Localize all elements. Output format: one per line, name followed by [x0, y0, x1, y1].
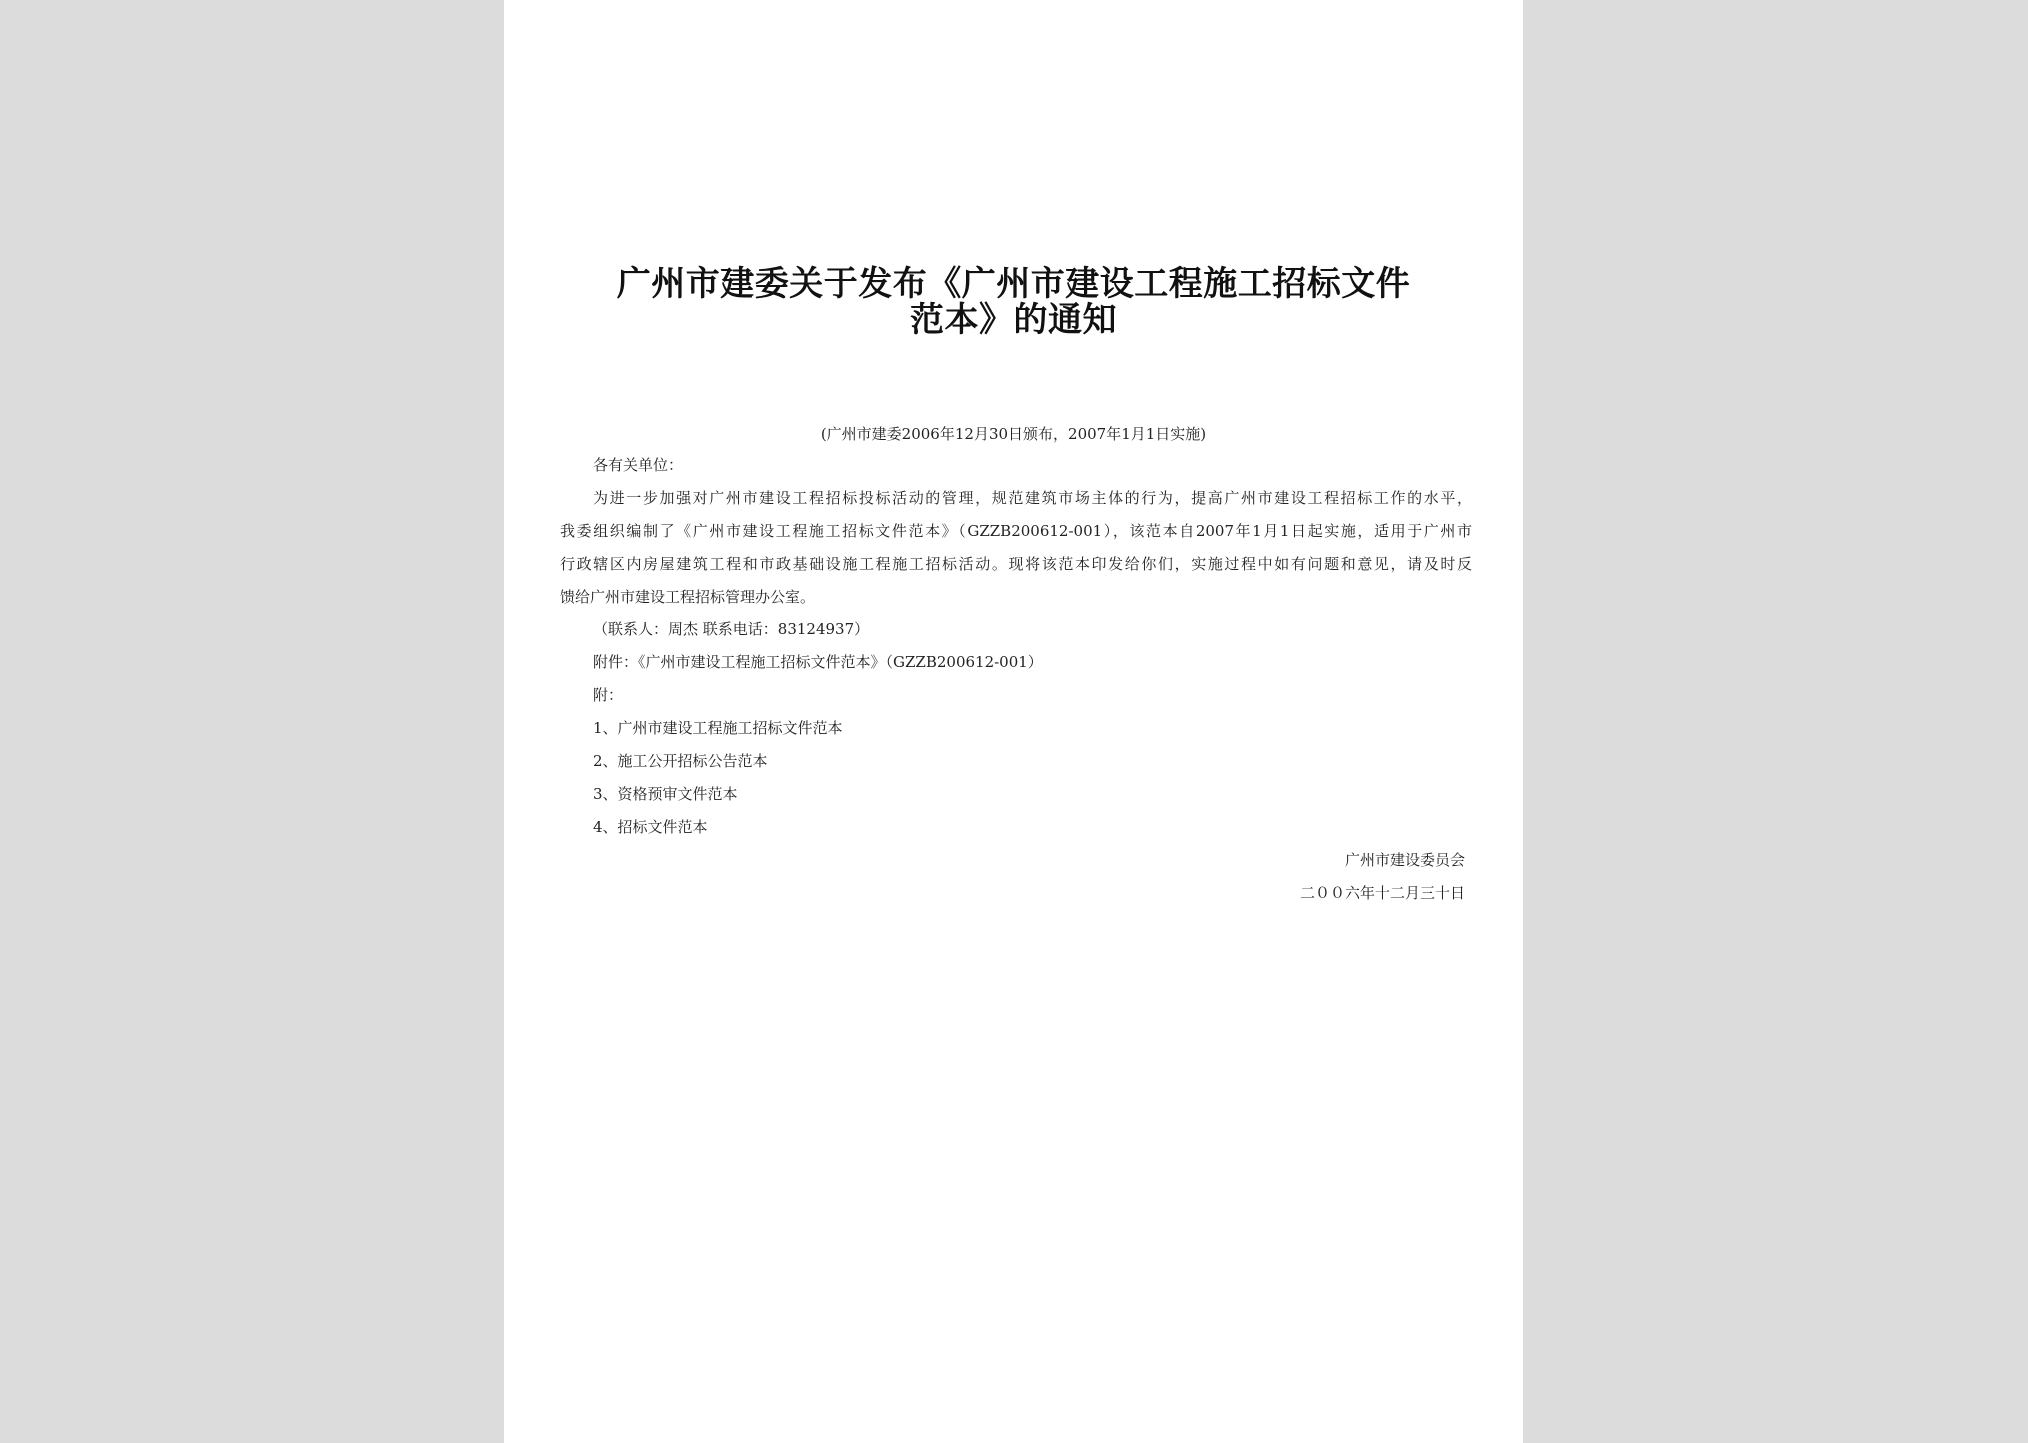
issuer-signature: 广州市建设委员会 — [1344, 851, 1465, 869]
salutation: 各有关单位： — [593, 456, 684, 474]
body-line-2: 我委组织编制了《广州市建设工程施工招标文件范本》（GZZB200612-001），该范本自2007年1月1日起实施，适用于广州市 — [560, 522, 1472, 540]
appendix-item: 3、资格预审文件范本 — [593, 785, 738, 803]
appendix-label: 附： — [593, 686, 624, 704]
body-line-3: 行政辖区内房屋建筑工程和市政基础设施工程施工招标活动。现将该范本印发给你们，实施过程中如有问题和意见，请及时反 — [560, 555, 1472, 573]
issue-note: (广州市建委2006年12月30日颁布，2007年1月1日实施) — [820, 425, 1207, 443]
appendix-item: 2、施工公开招标公告范本 — [593, 752, 768, 770]
issue-date: 二００六年十二月三十日 — [1299, 884, 1465, 902]
document-page — [504, 0, 1523, 1443]
attachment-line: 附件：《广州市建设工程施工招标文件范本》（GZZB200612-001） — [593, 653, 1043, 671]
contact-line: （联系人：周杰 联系电话：83124937） — [593, 620, 870, 638]
body-line-4: 馈给广州市建设工程招标管理办公室。 — [560, 588, 816, 606]
body-line-1: 为进一步加强对广州市建设工程招标投标活动的管理，规范建筑市场主体的行为，提高广州市建设工程招标工作的水平， — [593, 489, 1472, 507]
document-title-line-2: 范本》的通知 — [910, 300, 1117, 340]
document-title-line-1: 广州市建委关于发布《广州市建设工程施工招标文件 — [616, 264, 1411, 304]
appendix-item: 1、广州市建设工程施工招标文件范本 — [593, 719, 843, 737]
appendix-item: 4、招标文件范本 — [593, 818, 708, 836]
